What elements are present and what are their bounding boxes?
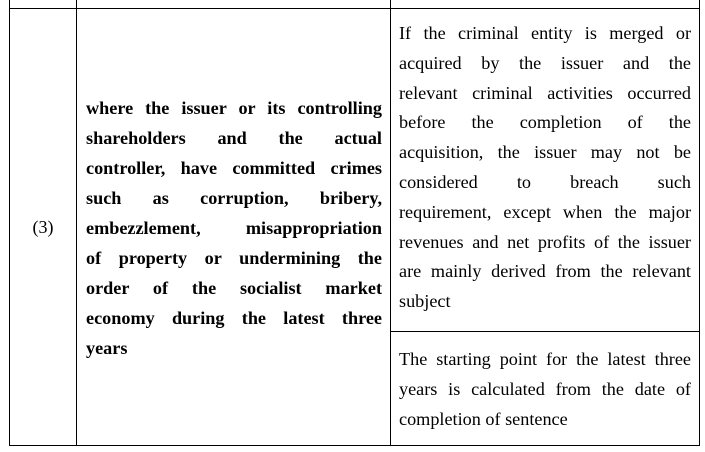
condition-line: controller, have committed crimes [86,158,382,178]
condition-line: order of the socialist market [86,278,382,298]
note-line: completion of sentence [399,408,568,429]
condition-line: of property or undermining the [86,248,382,268]
condition-line: such as corruption, bribery, [86,188,382,208]
condition-text [86,93,382,363]
condition-line: economy during the latest three [86,308,382,328]
note-starting-point [399,345,691,434]
note-line: before the completion of the [399,112,691,133]
condition-line: embezzlement, misappropriation [86,218,382,238]
note-line: requirement, except when the major [399,201,691,222]
row-number: (3) [32,217,54,237]
table-top-border [9,8,700,9]
condition-line: years [86,338,128,358]
note-line: If the criminal entity is merged or [399,23,691,43]
table-right-border [699,0,700,446]
note-line: The starting point for the latest three [399,349,691,369]
table-bottom-border [9,445,700,446]
note-line: considered to breach such [399,171,691,192]
note-line: acquired by the issuer and the [399,52,691,73]
condition-line: where the issuer or its controlling [86,98,382,118]
note-line: years is calculated from the date of [399,378,691,399]
notes-divider [390,331,700,332]
note-line: revenues and net profits of the issuer [399,231,691,252]
column-divider-1 [76,0,77,446]
column-divider-2 [390,0,391,446]
note-line: are mainly derived from the relevant [399,261,691,282]
note-line: relevant criminal activities occurred [399,82,691,103]
note-line: acquisition, the issuer may not be [399,142,691,163]
note-merger-exception [399,19,691,317]
note-line: subject [399,291,451,312]
condition-line: shareholders and the actual [86,128,382,148]
